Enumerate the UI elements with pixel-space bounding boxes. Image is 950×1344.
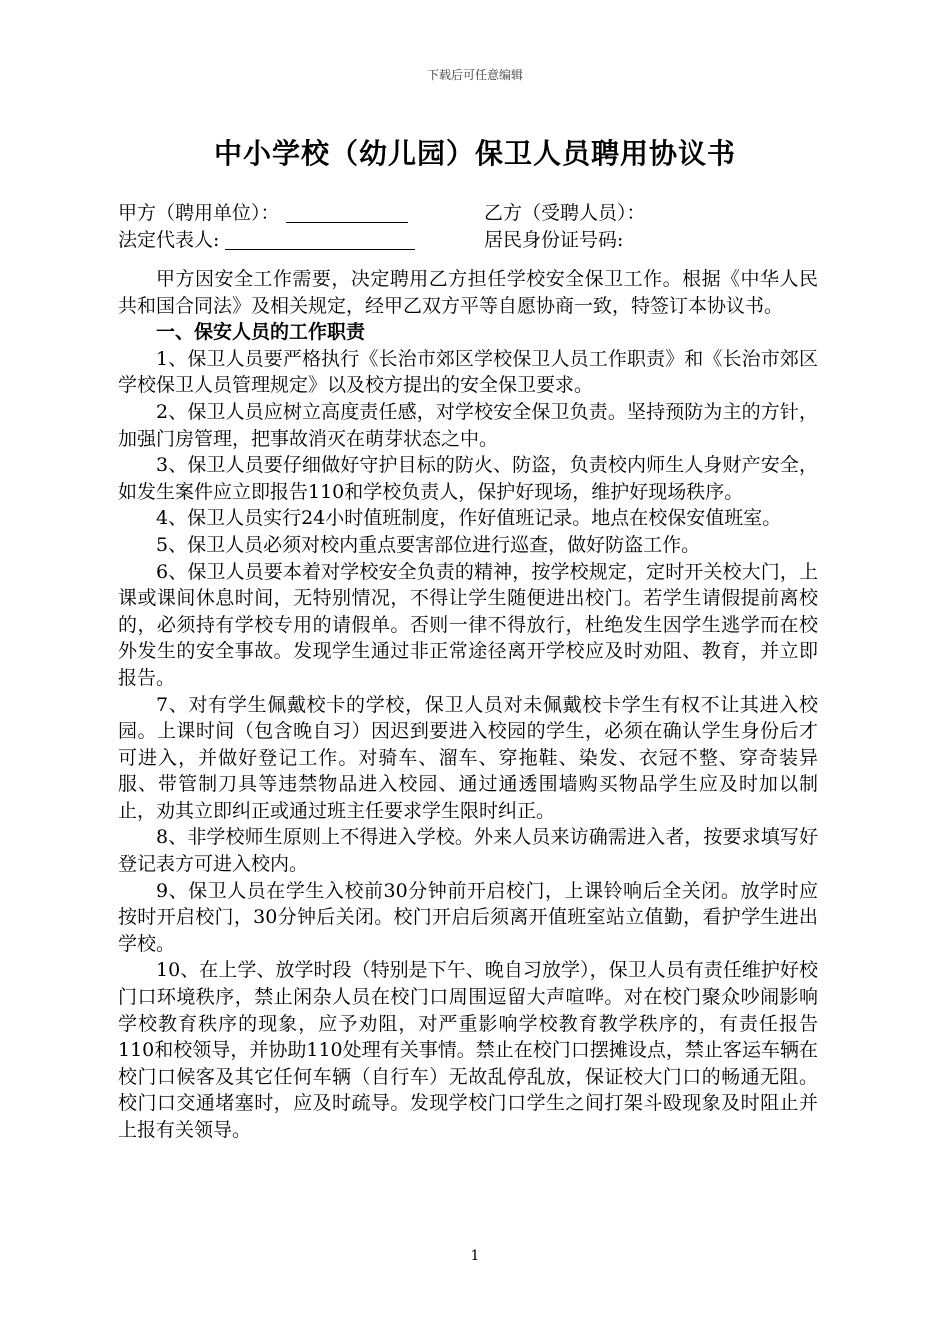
clause-3: 3、保卫人员要仔细做好守护目标的防火、防盗，负责校内师生人身财产安全，如发生案件应立即报告110和学校负责人，保护好现场，维护好现场秩序。 xyxy=(118,454,818,503)
legal-rep xyxy=(118,227,484,254)
parties-row-1 xyxy=(118,200,838,227)
id-number xyxy=(484,227,623,254)
clause-9: 9、保卫人员在学生入校前30分钟前开启校门，上课铃响后全关闭。放学时应按时开启校门，30分钟后关闭。校门开启后须离开值班室站立值勤，看护学生进出学校。 xyxy=(118,879,818,955)
clause-1: 1、保卫人员要严格执行《长治市郊区学校保卫人员工作职责》和《长治市郊区学校保卫人员管理规定》以及校方提出的安全保卫要求。 xyxy=(118,347,818,397)
clause-5: 5、保卫人员必须对校内重点要害部位进行巡查，做好防盗工作。 xyxy=(156,533,701,556)
id-number-label: 居民身份证号码: xyxy=(484,229,624,251)
page-number: 1 xyxy=(470,1248,480,1264)
legal-rep-blank xyxy=(225,229,415,250)
clause-4: 4、保卫人员实行24小时值班制度，作好值班记录。地点在校保安值班室。 xyxy=(156,507,782,530)
clause-8: 8、非学校师生原则上不得进入学校。外来人员来访确需进入者，按要求填写好登记表方可进入校内。 xyxy=(118,826,818,876)
intro-paragraph: 甲方因安全工作需要，决定聘用乙方担任学校安全保卫工作。根据《中华人民共和国合同法》及相关规定，经甲乙双方平等自愿协商一致，特签订本协议书。 xyxy=(118,268,818,317)
party-a-blank xyxy=(286,202,408,223)
party-b xyxy=(484,200,646,227)
clause-6: 6、保卫人员要本着对学校安全负责的精神，按学校规定，定时开关校大门，上课或课间休息时间，无特别情况，不得让学生随便进出校门。若学生请假提前离校的，必须持有学校专用的请假单。否则一律不得放行，杜绝发生因学生逃学而在校外发生的安全事故。发现学生通过非正常途径离开学校应及时劝阻、教育，并立即报告。 xyxy=(118,560,818,689)
clause-7: 7、对有学生佩戴校卡的学校，保卫人员对未佩戴校卡学生有权不让其进入校园。上课时间（包含晚自习）因迟到要进入校园的学生，必须在确认学生身份后才可进入，并做好登记工作。对骑车、溜车、穿拖鞋、染发、衣冠不整、穿奇装异服、带管制刀具等违禁物品进入校园、通过通透围墙购买物品学生应及时加以制止，劝其立即纠正或通过班主任要求学生限时纠正。 xyxy=(118,693,818,822)
document-title: 中小学校（幼儿园）保卫人员聘用协议书 xyxy=(213,137,736,170)
parties-block xyxy=(118,200,838,254)
party-a-label: 甲方（聘用单位）： xyxy=(118,202,280,224)
section-heading: 一、保安人员的工作职责 xyxy=(156,321,366,344)
header-note: 下载后可任意编辑 xyxy=(426,68,523,82)
legal-rep-label: 法定代表人: xyxy=(118,229,220,251)
party-a xyxy=(118,200,484,227)
agreement-body xyxy=(118,266,818,1144)
clause-2: 2、保卫人员应树立高度责任感，对学校安全保卫负责。坚持预防为主的方针，加强门房管理，把事故消灭在萌芽状态之中。 xyxy=(118,400,818,450)
parties-row-2 xyxy=(118,227,838,254)
clause-10: 10、在上学、放学时段（特别是下午、晚自习放学），保卫人员有责任维护好校门口环境秩序，禁止闲杂人员在校门口周围逗留大声喧哗。对在校门聚众吵闹影响学校教育秩序的现象，应予劝阻，对严重影响学校教育教学秩序的，有责任报告110和校领导，并协助110处理有关事情。禁止在校门口摆摊设点，禁止客运车辆在校门口候客及其它任何车辆（自行车）无故乱停乱放，保证校大门口的畅通无阻。校门口交通堵塞时，应及时疏导。发现学校门口学生之间打架斗殴现象及时阻止并上报有关领导。 xyxy=(118,959,818,1141)
party-b-label: 乙方（受聘人员）： xyxy=(484,202,646,224)
